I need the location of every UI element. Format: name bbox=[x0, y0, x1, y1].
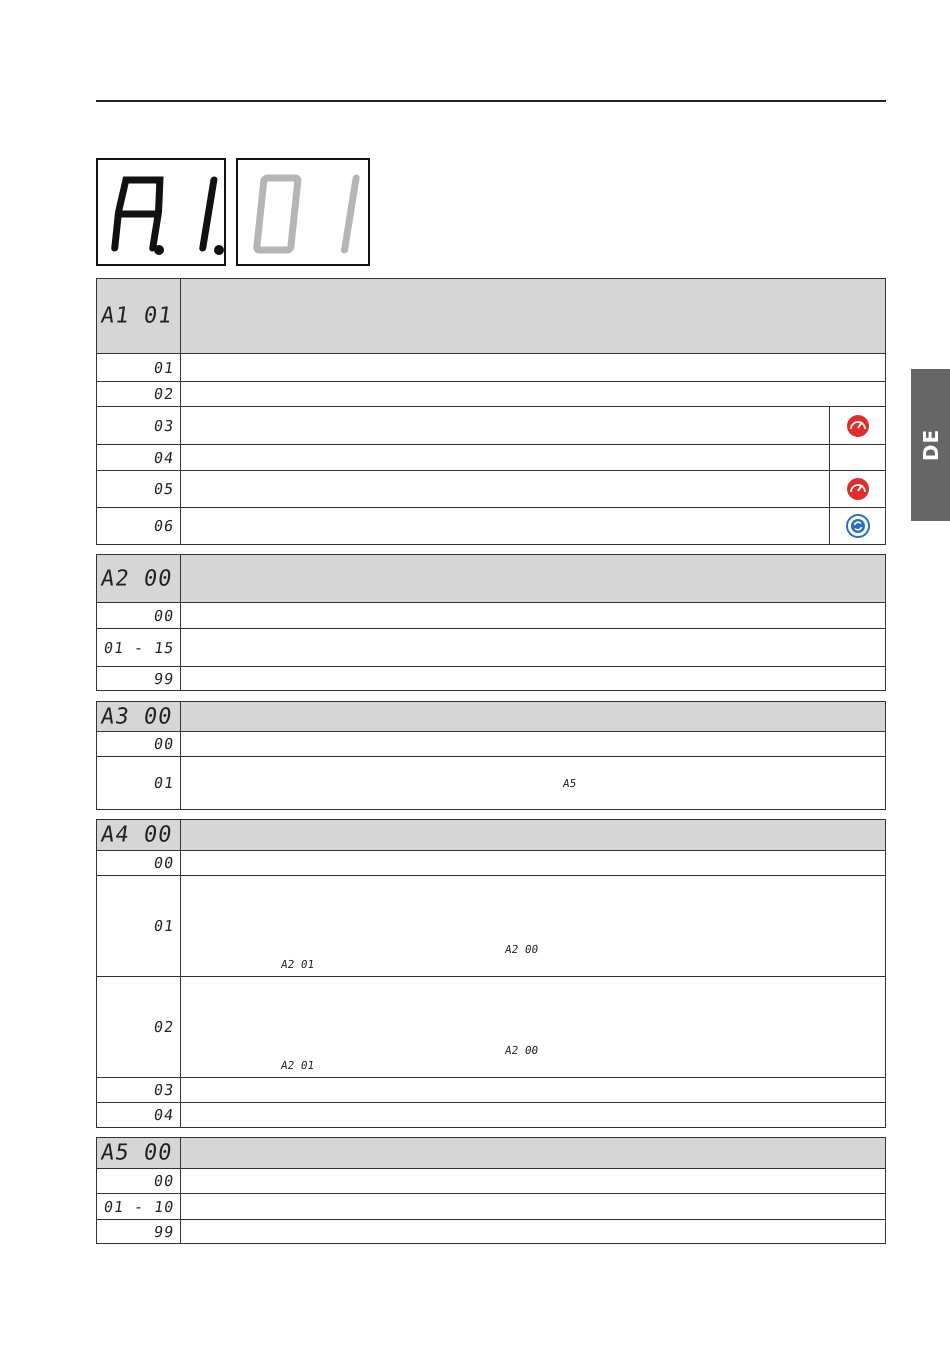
option-code: 03 bbox=[152, 1081, 176, 1099]
parameter-table-a4 bbox=[96, 819, 886, 1128]
option-code: 05 bbox=[152, 480, 176, 498]
table-row bbox=[97, 666, 885, 690]
option-code: 00 bbox=[152, 606, 176, 625]
table-row bbox=[97, 976, 885, 1077]
option-code: 04 bbox=[152, 448, 176, 467]
speedometer-icon bbox=[846, 477, 870, 501]
option-code: 03 bbox=[152, 416, 176, 435]
table-row bbox=[97, 1168, 885, 1193]
option-code: 01 - 10 bbox=[102, 1197, 176, 1216]
option-code: 99 bbox=[152, 669, 176, 688]
lcd-display-parameter bbox=[96, 158, 226, 266]
option-code: 00 bbox=[152, 854, 176, 872]
table-row bbox=[97, 381, 885, 406]
table-header-row bbox=[97, 1138, 885, 1168]
table-header-row bbox=[97, 555, 885, 602]
language-tab: DE bbox=[911, 369, 950, 521]
option-code: 00 bbox=[152, 735, 176, 753]
table-row bbox=[97, 444, 885, 470]
option-code: 01 bbox=[152, 358, 176, 377]
parameter-code: A4 00 bbox=[97, 820, 181, 850]
table-row bbox=[97, 1219, 885, 1243]
option-code: 01 bbox=[152, 774, 176, 792]
option-code: 04 bbox=[152, 1106, 176, 1124]
table-row bbox=[97, 628, 885, 666]
table-header-row bbox=[97, 820, 885, 850]
parameter-code: A3 00 bbox=[97, 702, 181, 731]
inline-parameter-code: A2 01 bbox=[280, 1059, 316, 1072]
table-row bbox=[97, 507, 885, 544]
option-code: 01 - 15 bbox=[102, 638, 176, 657]
parameter-code: A5 00 bbox=[97, 1138, 181, 1168]
parameter-table-a5 bbox=[96, 1137, 886, 1244]
option-code: 00 bbox=[152, 1172, 176, 1190]
option-code: 02 bbox=[152, 1018, 176, 1036]
parameter-code: A2 00 bbox=[97, 555, 181, 602]
inline-parameter-code: A2 01 bbox=[280, 958, 316, 971]
option-code: 99 bbox=[152, 1222, 176, 1241]
table-row bbox=[97, 1193, 885, 1219]
parameter-table-a1 bbox=[96, 278, 886, 545]
table-row bbox=[97, 1102, 885, 1127]
parameter-code: A1 01 bbox=[97, 279, 181, 353]
sync-icon bbox=[846, 514, 870, 538]
inline-parameter-code: A2 00 bbox=[504, 1044, 540, 1057]
inline-parameter-code: A5 bbox=[562, 777, 578, 790]
table-header-row bbox=[97, 702, 885, 731]
speedometer-icon bbox=[846, 414, 870, 438]
decimal-dot bbox=[154, 245, 164, 255]
option-code: 01 bbox=[152, 917, 176, 935]
table-row bbox=[97, 406, 885, 444]
lcd-display-value bbox=[236, 158, 370, 266]
option-code: 06 bbox=[152, 517, 176, 535]
option-code: 02 bbox=[152, 385, 176, 403]
table-header-row bbox=[97, 279, 885, 353]
table-row bbox=[97, 850, 885, 875]
table-row bbox=[97, 602, 885, 628]
inline-parameter-code: A2 00 bbox=[504, 943, 540, 956]
table-row bbox=[97, 731, 885, 756]
parameter-table-a3 bbox=[96, 701, 886, 810]
decimal-dot bbox=[214, 245, 224, 255]
table-row bbox=[97, 470, 885, 507]
table-row bbox=[97, 756, 885, 809]
parameter-table-a2 bbox=[96, 554, 886, 691]
table-row bbox=[97, 875, 885, 976]
table-row bbox=[97, 1077, 885, 1102]
top-rule bbox=[96, 100, 886, 102]
table-row bbox=[97, 353, 885, 381]
